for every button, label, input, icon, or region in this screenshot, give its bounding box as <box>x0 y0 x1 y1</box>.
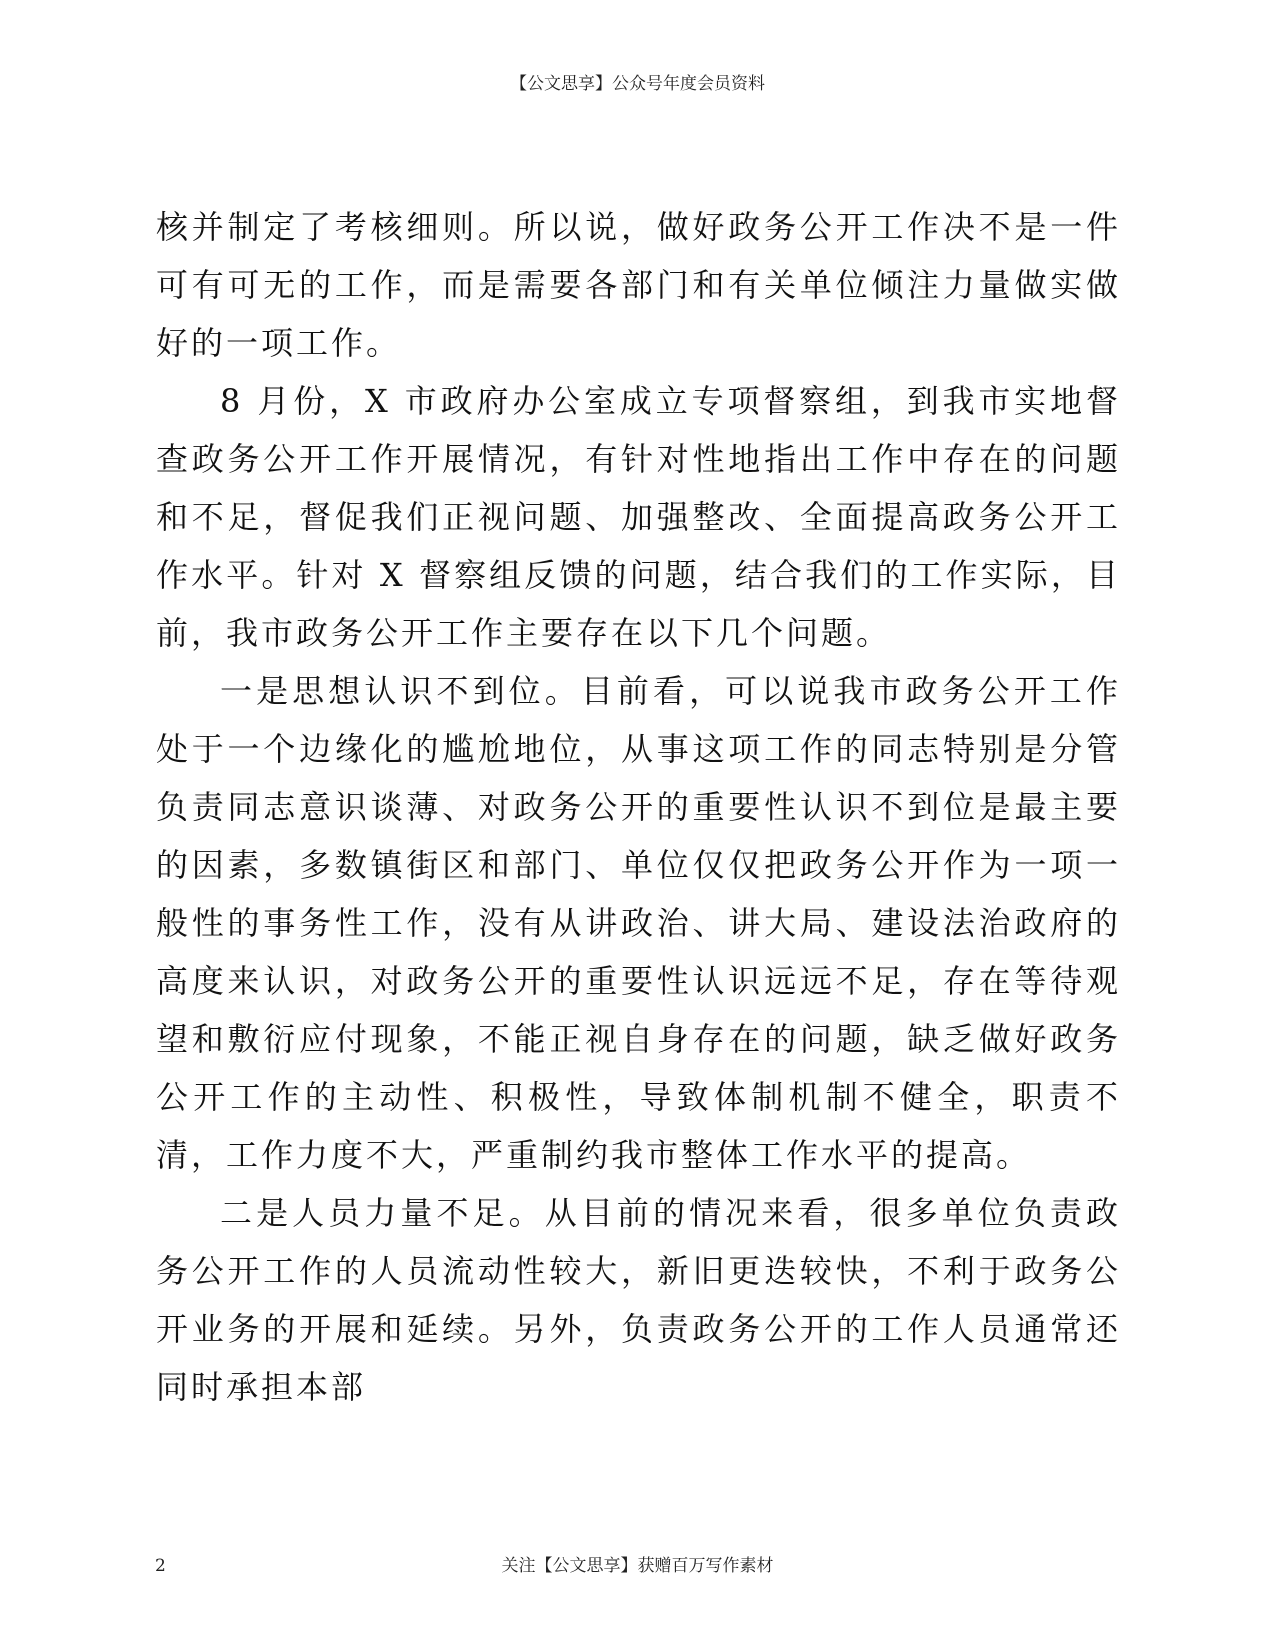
paragraph-continuation: 核并制定了考核细则。所以说，做好政务公开工作决不是一件可有可无的工作，而是需要各部门和有关单位倾注力量做实做好的一项工作。 <box>156 208 1121 362</box>
footer-note: 关注【公文思享】获赠百万写作素材 <box>501 1556 774 1576</box>
paragraph-issue-two: 二是人员力量不足。从目前的情况来看，很多单位负责政务公开工作的人员流动性较大，新旧更迭较快，不利于政务公开业务的开展和延续。另外，负责政务公开的工作人员通常还同时承担本部 <box>156 1194 1121 1406</box>
document-body <box>156 198 1121 1416</box>
page-footer <box>0 1554 1275 1578</box>
page-header: 【公文思享】公众号年度会员资料 <box>510 74 765 94</box>
page-number: 2 <box>155 1556 166 1576</box>
paragraph-issue-one: 一是思想认识不到位。目前看，可以说我市政务公开工作处于一个边缘化的尴尬地位，从事这项工作的同志特别是分管负责同志意识谈薄、对政务公开的重要性认识不到位是最主要的因素，多数镇街区和部门、单位仅仅把政务公开作为一项一般性的事务性工作，没有从讲政治、讲大局、建设法治政府的高度来认识，对政务公开的重要性认识远远不足，存在等待观望和敷衍应付现象，不能正视自身存在的问题，缺乏做好政务公开工作的主动性、积极性，导致体制机制不健全，职责不清，工作力度不大，严重制约我市整体工作水平的提高。 <box>156 672 1121 1174</box>
paragraph-supervision: 8 月份，X 市政府办公室成立专项督察组，到我市实地督查政务公开工作开展情况，有针对性地指出工作中存在的问题和不足，督促我们正视问题、加强整改、全面提高政务公开工作水平。针对 X 督察组反馈的问题，结合我们的工作实际，目前，我市政务公开工作主要存在以下几个问题。 <box>156 382 1121 652</box>
